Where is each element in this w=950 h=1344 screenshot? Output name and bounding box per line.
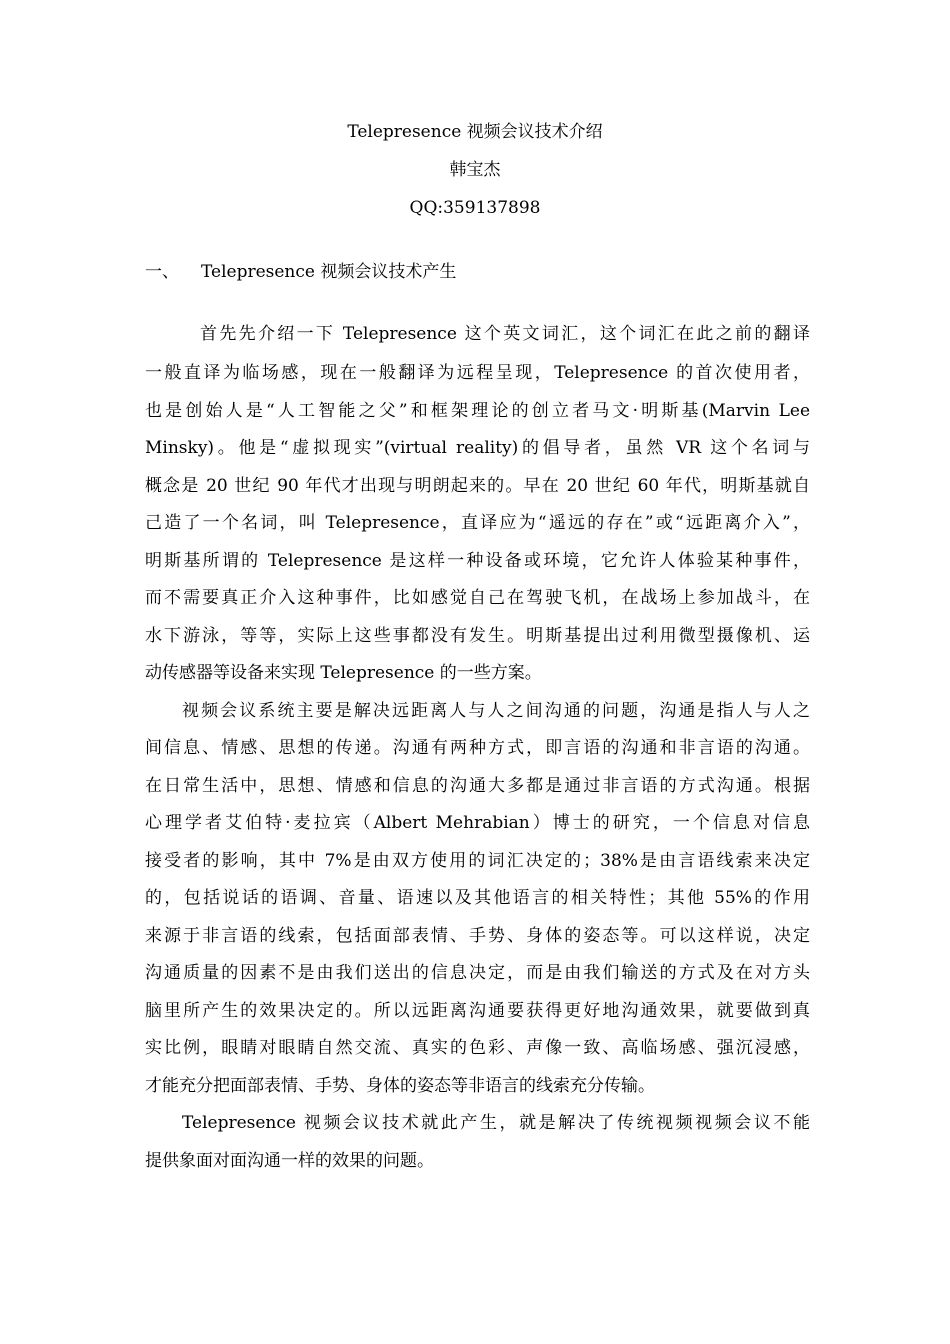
paragraph-line: Telepresence 视频会议技术就此产生，就是解决了传统视频视频会议不能 — [182, 1113, 810, 1133]
paragraph-line: 而不需要真正介入这种事件，比如感觉自己在驾驶飞机，在战场上参加战斗，在 — [145, 588, 810, 608]
paragraph-line: 明斯基所谓的 Telepresence 是这样一种设备或环境，它允许人体验某种事件， — [145, 551, 810, 571]
paragraph-line: 脑里所产生的效果决定的。所以远距离沟通要获得更好地沟通效果，就要做到真 — [145, 1001, 810, 1021]
paragraph-line: 水下游泳，等等，实际上这些事都没有发生。明斯基提出过利用微型摄像机、运 — [145, 626, 810, 646]
paragraph-line: 己造了一个名词，叫 Telepresence，直译应为“遥远的存在”或“远距离介入”， — [145, 513, 810, 533]
section-title: Telepresence 视频会议技术产生 — [201, 262, 457, 282]
author-name: 韩宝杰 — [449, 160, 501, 180]
paragraph-line: 的，包括说话的语调、音量、语速以及其他语言的相关特性；其他 55%的作用 — [145, 888, 811, 908]
paragraph-line: 沟通质量的因素不是由我们送出的信息决定，而是由我们输送的方式及在对方头 — [145, 963, 810, 983]
contact-qq: QQ:359137898 — [409, 198, 541, 218]
document-title: Telepresence 视频会议技术介绍 — [347, 122, 603, 142]
paragraph-line: 来源于非言语的线索，包括面部表情、手势、身体的姿态等。可以这样说，决定 — [145, 926, 810, 946]
paragraph-line: 心理学者艾伯特·麦拉宾（Albert Mehrabian）博士的研究，一个信息对信息 — [145, 813, 810, 833]
paragraph-line: 也是创始人是“人工智能之父”和框架理论的创立者马文·明斯基(Marvin Lee — [145, 401, 810, 421]
section-heading — [145, 260, 456, 284]
paragraph-line: 实比例，眼睛对眼睛自然交流、真实的色彩、声像一致、高临场感、强沉浸感， — [145, 1038, 810, 1058]
paragraph-line: 首先先介绍一下 Telepresence 这个英文词汇，这个词汇在此之前的翻译 — [200, 324, 810, 344]
section-number: 一、 — [145, 262, 179, 282]
paragraph-line: 一般直译为临场感，现在一般翻译为远程呈现，Telepresence 的首次使用者， — [145, 363, 810, 383]
paragraph-line: 才能充分把面部表情、手势、身体的姿态等非语言的线索充分传输。 — [145, 1076, 655, 1096]
paragraph-line: 在日常生活中，思想、情感和信息的沟通大多都是通过非言语的方式沟通。根据 — [145, 776, 810, 796]
paragraph-line: 接受者的影响，其中 7%是由双方使用的词汇决定的；38%是由言语线索来决定 — [145, 851, 810, 871]
paragraph-line: 视频会议系统主要是解决远距离人与人之间沟通的问题，沟通是指人与人之 — [182, 701, 810, 721]
paragraph-line: Minsky)。他是“虚拟现实”(virtual reality)的倡导者，虽然 VR 这个名词与 — [145, 438, 810, 458]
paragraph-line: 提供象面对面沟通一样的效果的问题。 — [145, 1151, 434, 1171]
paragraph-line: 动传感器等设备来实现 Telepresence 的一些方案。 — [145, 663, 542, 683]
paragraph-line: 间信息、情感、思想的传递。沟通有两种方式，即言语的沟通和非言语的沟通。 — [145, 738, 810, 758]
paragraph-line: 概念是 20 世纪 90 年代才出现与明朗起来的。早在 20 世纪 60 年代，明斯基就自 — [145, 476, 810, 496]
